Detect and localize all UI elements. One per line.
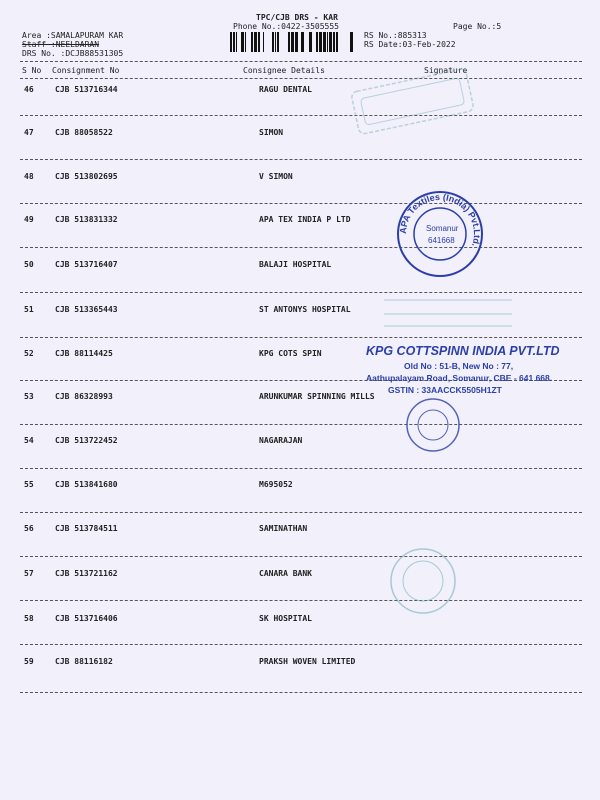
kpg-stamp-line3: GSTIN : 33AACCK5505H1ZT <box>388 385 502 395</box>
row-divider <box>20 115 582 116</box>
row-serial-number: 49 <box>24 215 34 224</box>
row-serial-number: 52 <box>24 349 34 358</box>
row-serial-number: 51 <box>24 305 34 314</box>
row-serial-number: 48 <box>24 172 34 181</box>
page-number: Page No.:5 <box>453 22 502 31</box>
table-row <box>0 569 600 581</box>
rs-date: RS Date:03-Feb-2022 <box>364 40 456 49</box>
row-consignee-name: SIMON <box>259 128 284 137</box>
row-serial-number: 57 <box>24 569 34 578</box>
row-consignment-number: CJB 513722452 <box>55 436 118 445</box>
column-divider <box>20 78 582 79</box>
table-row <box>0 614 600 626</box>
row-consignment-number: CJB 513784511 <box>55 524 118 533</box>
row-consignment-number: CJB 513716406 <box>55 614 118 623</box>
phone-number: Phone No.:0422-3505555 <box>233 22 339 31</box>
row-serial-number: 59 <box>24 657 34 666</box>
col-sno: S No <box>22 66 42 75</box>
row-divider <box>20 556 582 557</box>
row-consignee-name: SK HOSPITAL <box>259 614 312 623</box>
row-consignment-number: CJB 513802695 <box>55 172 118 181</box>
col-consignee: Consignee Details <box>243 66 325 75</box>
table-row <box>0 128 600 140</box>
row-consignee-name: APA TEX INDIA P LTD <box>259 215 351 224</box>
kpg-stamp-line1: Old No : 51-B, New No : 77, <box>404 361 514 371</box>
row-consignee-name: V SIMON <box>259 172 293 181</box>
row-divider <box>20 159 582 160</box>
row-divider <box>20 247 582 248</box>
header-divider <box>20 61 582 62</box>
row-serial-number: 56 <box>24 524 34 533</box>
row-consignee-name: ARUNKUMAR SPINNING MILLS <box>259 392 375 401</box>
row-serial-number: 55 <box>24 480 34 489</box>
area-label: Area :SAMALAPURAM KAR <box>22 31 124 40</box>
row-serial-number: 50 <box>24 260 34 269</box>
row-consignee-name: SAMINATHAN <box>259 524 308 533</box>
table-row <box>0 524 600 536</box>
table-row <box>0 215 600 227</box>
row-serial-number: 58 <box>24 614 34 623</box>
kpg-stamp-line2: Aathupalayam Road, Somanur, CBE - 641 668. <box>366 373 553 383</box>
row-serial-number: 54 <box>24 436 34 445</box>
round-stamp-bottom <box>388 546 458 616</box>
table-row <box>0 436 600 448</box>
row-divider <box>20 468 582 469</box>
row-consignment-number: CJB 86328993 <box>55 392 113 401</box>
rs-number: RS No.:885313 <box>364 31 427 40</box>
table-row <box>0 657 600 669</box>
apa-textiles-stamp <box>392 186 488 282</box>
row-divider <box>20 512 582 513</box>
row-consignee-name: ST ANTONYS HOSPITAL <box>259 305 351 314</box>
row-divider <box>20 644 582 645</box>
drs-number: DRS No. :DCJB88531305 <box>22 49 124 58</box>
staff-label: Staff :NEELDARAN <box>22 40 100 49</box>
row-consignment-number: CJB 513721162 <box>55 569 118 578</box>
row-divider <box>20 692 582 693</box>
row-consignment-number: CJB 513716344 <box>55 85 118 94</box>
apa-stamp-ring-text: APA Textiles (India) Pvt.Ltd. <box>397 191 483 249</box>
row-consignee-name: M695052 <box>259 480 293 489</box>
row-serial-number: 46 <box>24 85 34 94</box>
kpg-company-stamp <box>344 344 564 398</box>
row-divider <box>20 600 582 601</box>
row-serial-number: 47 <box>24 128 34 137</box>
table-row <box>0 480 600 492</box>
col-signature: Signature <box>424 66 468 75</box>
row-consignee-name: PRAKSH WOVEN LIMITED <box>259 657 356 666</box>
faint-stamp-middle <box>378 290 518 334</box>
row-consignment-number: CJB 513831332 <box>55 215 118 224</box>
row-divider <box>20 203 582 204</box>
row-consignment-number: CJB 513716407 <box>55 260 118 269</box>
row-divider <box>20 337 582 338</box>
row-consignment-number: CJB 513365443 <box>55 305 118 314</box>
barcode <box>230 32 355 52</box>
row-consignment-number: CJB 88116182 <box>55 657 113 666</box>
row-consignee-name: RAGU DENTAL <box>259 85 312 94</box>
apa-stamp-city: Somanur <box>426 224 459 233</box>
col-consignment: Consignment No <box>52 66 120 75</box>
apa-stamp-pin: 641668 <box>428 236 455 245</box>
row-consignee-name: BALAJI HOSPITAL <box>259 260 332 269</box>
row-consignee-name: NAGARAJAN <box>259 436 303 445</box>
table-row <box>0 172 600 184</box>
table-row <box>0 85 600 97</box>
row-serial-number: 53 <box>24 392 34 401</box>
row-consignment-number: CJB 88058522 <box>55 128 113 137</box>
document-title: TPC/CJB DRS - KAR <box>256 13 338 22</box>
row-consignee-name: KPG COTS SPIN <box>259 349 322 358</box>
row-consignment-number: CJB 88114425 <box>55 349 113 358</box>
table-row <box>0 260 600 272</box>
row-consignment-number: CJB 513841680 <box>55 480 118 489</box>
row-consignee-name: CANARA BANK <box>259 569 312 578</box>
kpg-stamp-name: KPG COTTSPINN INDIA PVT.LTD <box>366 344 560 358</box>
row-divider <box>20 424 582 425</box>
round-stamp-middle <box>404 396 462 454</box>
